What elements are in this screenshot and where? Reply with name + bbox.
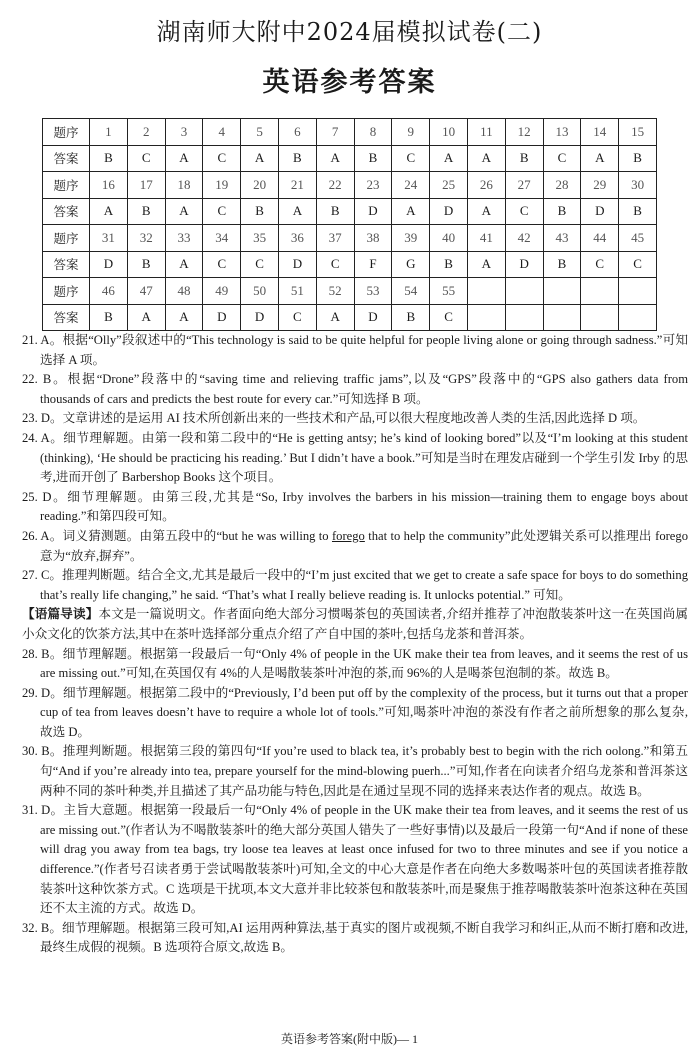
answer-cell: D [430,198,468,225]
answer-cell: B [316,198,354,225]
question-number-cell: 4 [203,119,241,146]
question-number-cell: 2 [127,119,165,146]
question-number-cell: 27 [505,172,543,199]
answer-cell [581,304,619,331]
explanations [22,331,688,958]
question-number-cell: 26 [467,172,505,199]
answer-row [43,198,657,225]
question-number-cell: 9 [392,119,430,146]
answer-cell: A [241,145,279,172]
explanation-item: 30. B。推理判断题。根据第三段的第四句“If you’re used to black tea, it’s probably best to begin with the rich oolong.”和第五句“And if you’re already into tea, prepare yourself for the mind-blowing puerh...”可知,作者在向读者介绍乌龙茶和普洱茶这两种不同的茶叶种类,并且描述了其产品功能与特色,因此是在通过呈现不同的选择来表达作者的观点。故选 B。 [22,744,688,798]
answer-cell: A [90,198,128,225]
question-number-row-label: 题序 [43,225,90,252]
answer-cell: D [241,304,279,331]
answer-cell: B [430,251,468,278]
question-number-row [43,119,657,146]
answer-cell: C [241,251,279,278]
answer-cell: G [392,251,430,278]
answer-table [42,118,657,331]
answer-cell: A [581,145,619,172]
question-number-cell: 32 [127,225,165,252]
answer-cell: B [505,145,543,172]
answer-cell: B [90,145,128,172]
answer-cell: A [278,198,316,225]
explanation-item: 22. B。根据“Drone”段落中的“saving time and relieving traffic jams”,以及“GPS”段落中的“GPS also gathers data from thousands of cars and predicts the best route for every car.”可知选择 B 项。 [22,372,688,406]
answer-cell: A [430,145,468,172]
question-number-cell: 23 [354,172,392,199]
answer-row-label: 答案 [43,251,90,278]
question-number-cell: 40 [430,225,468,252]
answer-row-label: 答案 [43,304,90,331]
answer-cell: A [316,145,354,172]
answer-cell: B [543,251,581,278]
answer-cell: A [165,251,203,278]
answer-cell [505,304,543,331]
answer-cell: D [581,198,619,225]
page-footer: 英语参考答案(附中版)— 1 [281,1032,418,1046]
question-number-cell: 16 [90,172,128,199]
answer-cell: C [543,145,581,172]
question-number-cell: 31 [90,225,128,252]
question-number-cell: 36 [278,225,316,252]
question-number-cell: 7 [316,119,354,146]
answer-cell: D [354,304,392,331]
question-number-cell: 5 [241,119,279,146]
answer-cell: A [165,145,203,172]
question-number-row-label: 题序 [43,119,90,146]
guide-label: 【语篇导读】 [22,607,99,622]
question-number-cell [505,278,543,305]
answer-cell: B [127,198,165,225]
question-number-cell: 14 [581,119,619,146]
answer-cell [619,304,657,331]
answer-cell: F [354,251,392,278]
answer-cell: A [467,198,505,225]
question-number-cell: 35 [241,225,279,252]
answer-cell: D [505,251,543,278]
question-number-cell: 49 [203,278,241,305]
question-number-cell: 44 [581,225,619,252]
answer-cell [543,304,581,331]
answer-cell: C [203,251,241,278]
question-number-cell: 12 [505,119,543,146]
question-number-cell: 33 [165,225,203,252]
answer-cell: C [392,145,430,172]
question-number-row [43,225,657,252]
answer-cell: C [430,304,468,331]
question-number-cell: 55 [430,278,468,305]
school-title: 湖南师大附中2024届模拟试卷(二) [156,18,543,46]
question-number-cell: 43 [543,225,581,252]
question-number-cell: 54 [392,278,430,305]
question-number-cell: 46 [90,278,128,305]
question-number-cell: 21 [278,172,316,199]
answer-cell: A [165,198,203,225]
question-number-cell: 29 [581,172,619,199]
answer-cell: A [467,251,505,278]
answer-row [43,251,657,278]
question-number-row-label: 题序 [43,172,90,199]
explanation-item: 25. D。细节理解题。由第三段,尤其是“So, Irby involves the barbers in his mission—training them to engage boys about reading.”和第四段可知。 [22,489,688,524]
question-number-cell: 47 [127,278,165,305]
explanation-item: 32. B。细节理解题。根据第三段可知,AI 运用两种算法,基于真实的图片或视频,不断自我学习和纠正,从而不断打磨和改进,最终生成假的视频。B 选项符合原文,故选 B。 [22,920,688,955]
item-text: 26. A。词义猜测题。由第五段中的“but he was willing to [22,528,332,543]
question-number-cell: 11 [467,119,505,146]
answer-row-label: 答案 [43,145,90,172]
question-number-cell: 20 [241,172,279,199]
question-number-cell: 22 [316,172,354,199]
question-number-cell: 24 [392,172,430,199]
item-text: that to help the community”此处逻辑关系可以推理出 forego 意为“放弃,摒弃”。 [40,528,688,563]
question-number-cell [581,278,619,305]
answer-cell: C [203,198,241,225]
document-title: 英语参考答案 [262,67,437,98]
answer-cell: B [278,145,316,172]
question-number-cell: 34 [203,225,241,252]
question-number-cell [543,278,581,305]
question-number-cell: 50 [241,278,279,305]
question-number-cell: 42 [505,225,543,252]
answer-cell: C [505,198,543,225]
answer-cell: B [241,198,279,225]
answer-cell: D [203,304,241,331]
question-number-row [43,278,657,305]
underlined-word: forego [331,528,365,543]
answer-cell: C [127,145,165,172]
answer-row [43,304,657,331]
explanation-item: 28. B。细节理解题。根据第一段最后一句“Only 4% of people in the UK make their tea from leaves, and it seems the rest of us are missing out.”可知,在英国仅有 4%的人是喝散装茶叶冲泡的茶,而 96%的人是喝茶包泡制的茶。故选 B。 [22,646,688,681]
guide-text: 本文是一篇说明文。作者面向绝大部分习惯喝茶包的英国读者,介绍并推荐了冲泡散装茶叶这一在英国尚属小众文化的饮茶方法,其中在茶叶选择部分重点介绍了产自中国的茶叶,包括乌龙茶和普洱茶。 [22,607,688,641]
answer-cell: B [619,145,657,172]
question-number-cell: 48 [165,278,203,305]
answer-cell: B [127,251,165,278]
question-number-cell: 52 [316,278,354,305]
explanation-item-27: 27. C。推理判断题。结合全文,尤其是最后一段中的“I’m just excited that we get to create a safe space for boys to do something that’s really life changing,” he said. “That’s what I really believe reading is. It unlocks potential.” 可知。 [22,568,688,602]
answer-cell: B [392,304,430,331]
answer-cell: C [316,251,354,278]
question-number-cell: 37 [316,225,354,252]
question-number-cell [619,278,657,305]
answer-cell: A [127,304,165,331]
answer-cell: A [316,304,354,331]
question-number-cell: 45 [619,225,657,252]
question-number-cell: 8 [354,119,392,146]
answer-cell: C [203,145,241,172]
answer-cell: A [165,304,203,331]
question-number-row [43,172,657,199]
answer-row-label: 答案 [43,198,90,225]
question-number-cell: 18 [165,172,203,199]
question-number-cell [467,278,505,305]
answer-row [43,145,657,172]
answer-cell: C [278,304,316,331]
question-number-cell: 13 [543,119,581,146]
answer-cell: D [354,198,392,225]
answer-cell: D [278,251,316,278]
question-number-cell: 1 [90,119,128,146]
question-number-cell: 25 [430,172,468,199]
answer-cell: D [90,251,128,278]
explanation-item: 23. D。文章讲述的是运用 AI 技术所创新出来的一些技术和产品,可以很大程度地改善人类的生活,因此选择 D 项。 [22,411,646,426]
answer-cell: A [467,145,505,172]
question-number-cell: 17 [127,172,165,199]
explanation-item-26 [22,527,688,566]
answer-cell: B [90,304,128,331]
question-number-cell: 30 [619,172,657,199]
question-number-cell: 10 [430,119,468,146]
answer-cell: C [581,251,619,278]
answer-cell: B [543,198,581,225]
question-number-cell: 15 [619,119,657,146]
question-number-cell: 3 [165,119,203,146]
passage-guide [22,605,688,644]
question-number-cell: 39 [392,225,430,252]
answer-cell [467,304,505,331]
answer-cell: C [619,251,657,278]
explanation-item: 29. D。细节理解题。根据第二段中的“Previously, I’d been put off by the complexity of the process, but it turns out that a proper cup of tea from leaves doesn’t have to require a whole lot of tools.”可知,喝茶叶冲泡的茶没有作者之前所想象的那么复杂,故选 D。 [22,685,688,739]
question-number-cell: 53 [354,278,392,305]
question-number-cell: 28 [543,172,581,199]
explanation-item: 24. A。细节理解题。由第一段和第二段中的“He is getting antsy; he’s kind of looking bored”以及“I’m looking at this student (thinking), ‘He should be practicing his reading.’ But I didn’t have a book.”可知是当时在理发店碰到一个学生引发 Irby 的思考,进而开创了 Barbershop Books 这个项目。 [22,430,688,485]
question-number-cell: 6 [278,119,316,146]
explanation-item: 31. D。主旨大意题。根据第一段最后一句“Only 4% of people in the UK make their tea from leaves, and it seems the rest of us are missing out.”(作者认为不喝散装茶叶的绝大部分英国人错失了一些好事情)以及最后一段第一句“And if none of these will drag you away from tea bags, try loose tea leaves at least once infused for two to three minutes and see if you notice a difference.”(作者号召读者勇于尝试喝散装茶叶)可知,全文的中心大意是作者在向绝大多数喝茶叶包的英国读者推荐散装茶叶这种饮茶方式。C 选项是干扰项,本文大意并非比较茶包和散装茶叶,而是聚焦于推荐喝散装茶叶泡茶这种在英国还不太主流的方式。故选 D。 [22,803,688,916]
question-number-cell: 51 [278,278,316,305]
answer-cell: B [354,145,392,172]
question-number-cell: 38 [354,225,392,252]
question-number-row-label: 题序 [43,278,90,305]
question-number-cell: 41 [467,225,505,252]
explanation-item: 21. A。根据“Olly”段叙述中的“This technology is said to be quite helpful for people living alone or going through sadness.”可知选择 A 项。 [22,333,688,367]
answer-cell: A [392,198,430,225]
answer-cell: B [619,198,657,225]
question-number-cell: 19 [203,172,241,199]
